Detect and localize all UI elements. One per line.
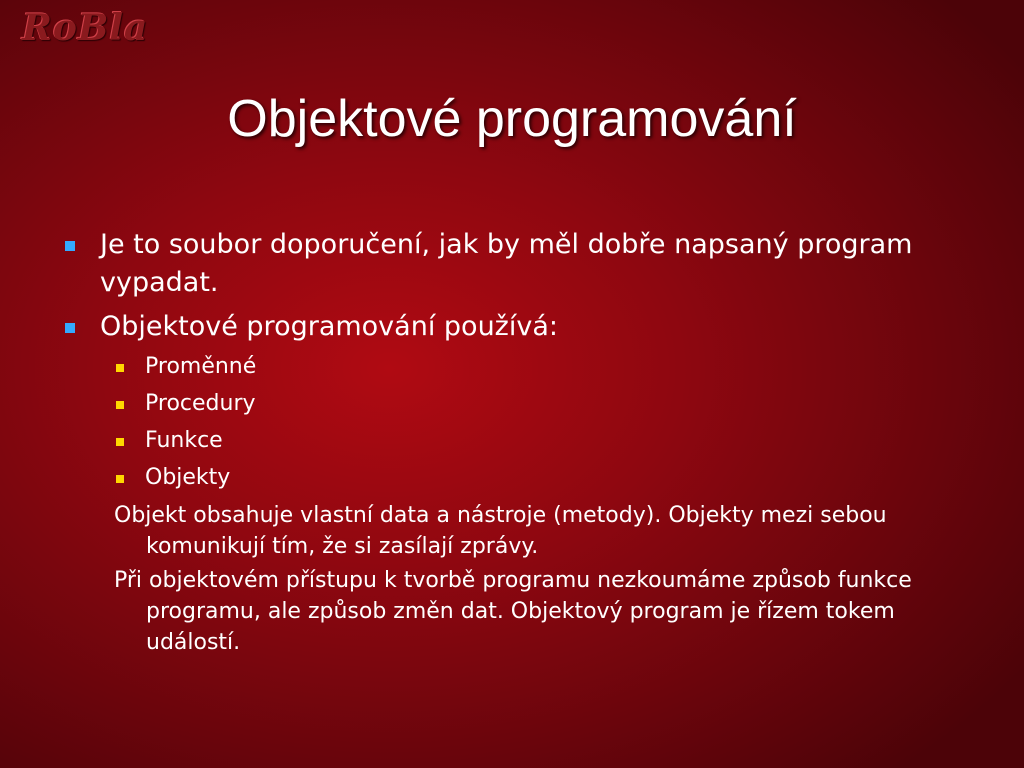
sub-bullet-item <box>60 463 960 493</box>
bullet-text: Objektové programování používá: <box>100 311 558 342</box>
square-bullet-icon <box>116 401 124 409</box>
bullet-item <box>60 226 960 302</box>
square-bullet-icon <box>65 241 75 251</box>
bullet-item <box>60 308 960 346</box>
square-bullet-icon <box>116 364 124 372</box>
paragraph: Objekt obsahuje vlastní data a nástroje (metody). Objekty mezi sebou komunikují tím, že si zasílají zprávy. <box>114 503 887 559</box>
square-bullet-icon <box>65 323 75 333</box>
paragraph: Při objektovém přístupu k tvorbě programu nezkoumáme způsob funkce programu, ale způsob změn dat. Objektový program je řízem tokem událostí. <box>114 568 912 655</box>
square-bullet-icon <box>116 438 124 446</box>
sub-bullet-item <box>60 352 960 382</box>
sub-bullet-text: Proměnné <box>145 354 257 379</box>
sub-bullet-text: Objekty <box>145 465 231 490</box>
robla-logo: RoBla <box>22 7 149 49</box>
sub-bullet-item <box>60 389 960 419</box>
sub-bullet-text: Procedury <box>145 391 256 416</box>
sub-bullet-text: Funkce <box>145 428 223 453</box>
slide-content <box>60 226 960 661</box>
slide-title: Objektové programování <box>227 90 797 148</box>
sub-bullet-item <box>60 426 960 456</box>
bullet-text: Je to soubor doporučení, jak by měl dobře napsaný program vypadat. <box>100 229 913 298</box>
square-bullet-icon <box>116 475 124 483</box>
